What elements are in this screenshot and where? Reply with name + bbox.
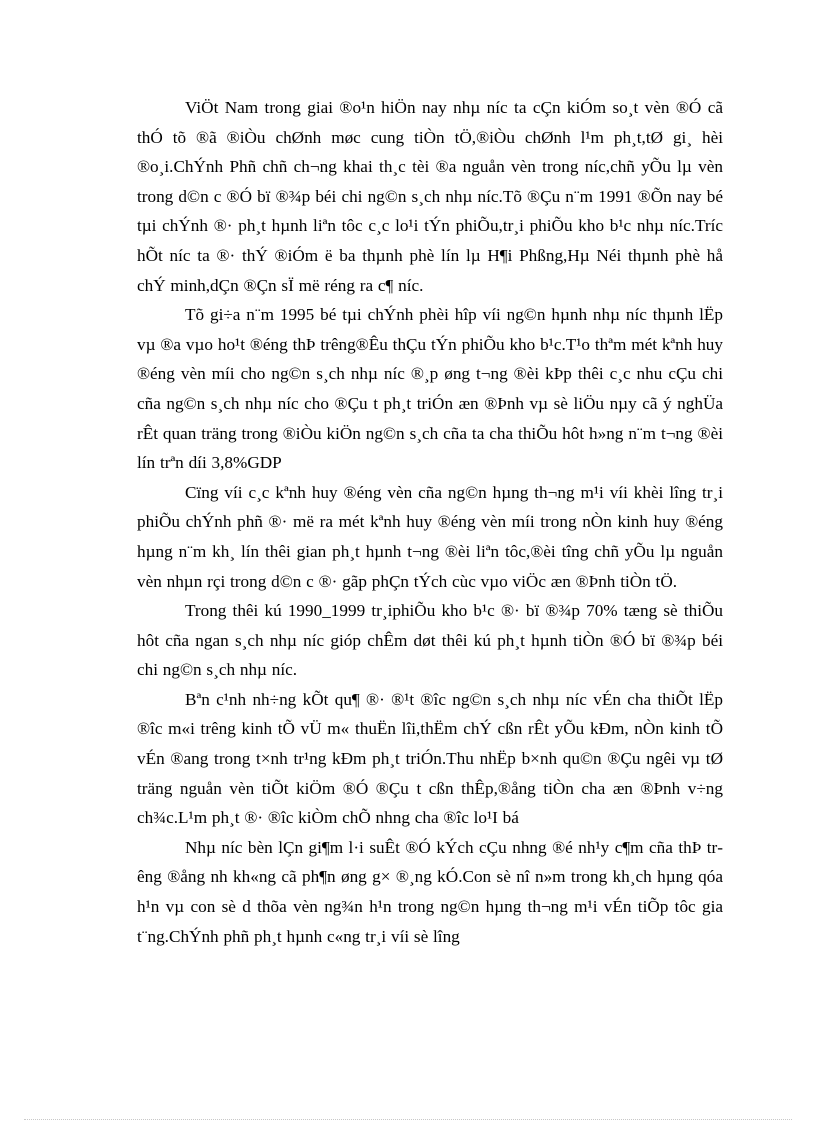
- paragraph-1: ViÖt Nam trong giai ®o¹n hiÖn nay nhµ níc ta cÇn kiÓm so¸t vèn ®Ó cã thÓ tõ ®ã ®iÒu chØnh møc cung tiÒn tÖ,®iÒu chØnh l¹m ph¸t,tØ gi¸ hèi ®o¸i.ChÝnh Phñ chñ ch¬ng khai th¸c tèi ®a nguån vèn trong níc,chñ yÕu lµ vèn trong d©n c ®Ó bï ®¾p béi chi ng©n s¸ch nhµ níc.Tõ ®Çu n¨m 1991 ®Õn nay bé tµi chÝnh ®· ph¸t hµnh liªn tôc c¸c lo¹i tÝn phiÕu,tr¸i phiÕu kho b¹c nhµ níc.Tríc hÕt níc ta ®· thÝ ®iÓm ë ba thµnh phè lín lµ H¶i Phßng,Hµ Néi thµnh phè hå chÝ minh,dÇn ®Çn sÏ më réng ra c¶ níc.: [137, 98, 723, 295]
- paragraph-3: Cïng víi c¸c kªnh huy ®éng vèn cña ng©n hµng th¬ng m¹i víi khèi lîng tr¸i phiÕu chÝnh phñ ®· më ra mét kªnh huy ®éng vèn míi trong nÒn kinh huy ®éng hµng n¨m kh¸ lín thêi gian ph¸t hµnh t¬ng ®èi liªn tôc,®èi tîng chñ yÕu lµ nguån vèn nhµn rçi trong d©n c ®· gãp phÇn tÝch cùc vµo viÖc æn ®Þnh tiÒn tÖ.: [137, 482, 723, 591]
- paragraph-5: Bªn c¹nh nh÷ng kÕt qu¶ ®· ®¹t ®îc ng©n s¸ch nhµ níc vÉn cha thiÕt lËp ®îc m«i trêng kinh tÕ vÜ m« thuËn lîi,thËm chÝ cßn rÊt yÕu kÐm, nÒn kinh tÕ vÉn ®ang trong t×nh tr¹ng kÐm ph¸t triÓn.Thu nhËp b×nh qu©n ®Çu ngêi vµ tØ träng nguån vèn tiÕt kiÖm ®Ó ®Çu t cßn thÊp,®ång tiÒn cha æn ®Þnh v÷ng ch¾c.L¹m ph¸t ®· ®îc kiÒm chÕ nhng cha ®îc lo¹I bá: [137, 689, 723, 828]
- paragraph-2: Tõ gi÷a n¨m 1995 bé tµi chÝnh phèi hîp víi ng©n hµnh nhµ níc thµnh lËp vµ ®a vµo ho¹t ®éng thÞ trêng®Êu thÇu tÝn phiÕu kho b¹c.T¹o thªm mét kªnh huy ®éng vèn míi cho ng©n s¸ch nhµ níc ®¸p øng t¬ng ®èi kÞp thêi c¸c nhu cÇu chi cña ng©n s¸ch nhµ níc cho ®Çu t ph¸t triÓn æn ®Þnh vµ sè liÖu nµy cã ý nghÜa rÊt quan träng trong ®iÒu kiÖn ng©n s¸ch cña ta cha thiÕu hôt h»ng n¨m t¬ng ®èi lín trªn díi 3,8%GDP: [137, 305, 723, 473]
- paragraph-6: Nhµ níc bèn lÇn gi¶m l·i suÊt ®Ó kÝch cÇu nhng ®é nh¹y c¶m cña thÞ trêng ®ång nh kh«ng cã ph¶n øng g× ®¸ng kÓ.Con sè nî n»m trong kh¸ch hµng qóa h¹n vµ con sè d thõa vèn ng¾n h¹n trong ng©n hµng th¬ng m¹i vÉn tiÕp tôc gia t¨ng.ChÝnh phñ ph¸t hµnh c«ng tr¸i víi sè lîng: [137, 837, 723, 946]
- document-body: [137, 93, 723, 951]
- paragraph-4: Trong thêi kú 1990_1999 tr¸iphiÕu kho b¹c ®· bï ®¾p 70% tæng sè thiÕu hôt cña ngan s¸ch nhµ níc gióp chÊm døt thêi kú ph¸t hµnh tiÒn ®Ó bï ®¾p béi chi ng©n s¸ch nhµ níc.: [137, 601, 723, 680]
- page-bottom-divider: [24, 1119, 792, 1120]
